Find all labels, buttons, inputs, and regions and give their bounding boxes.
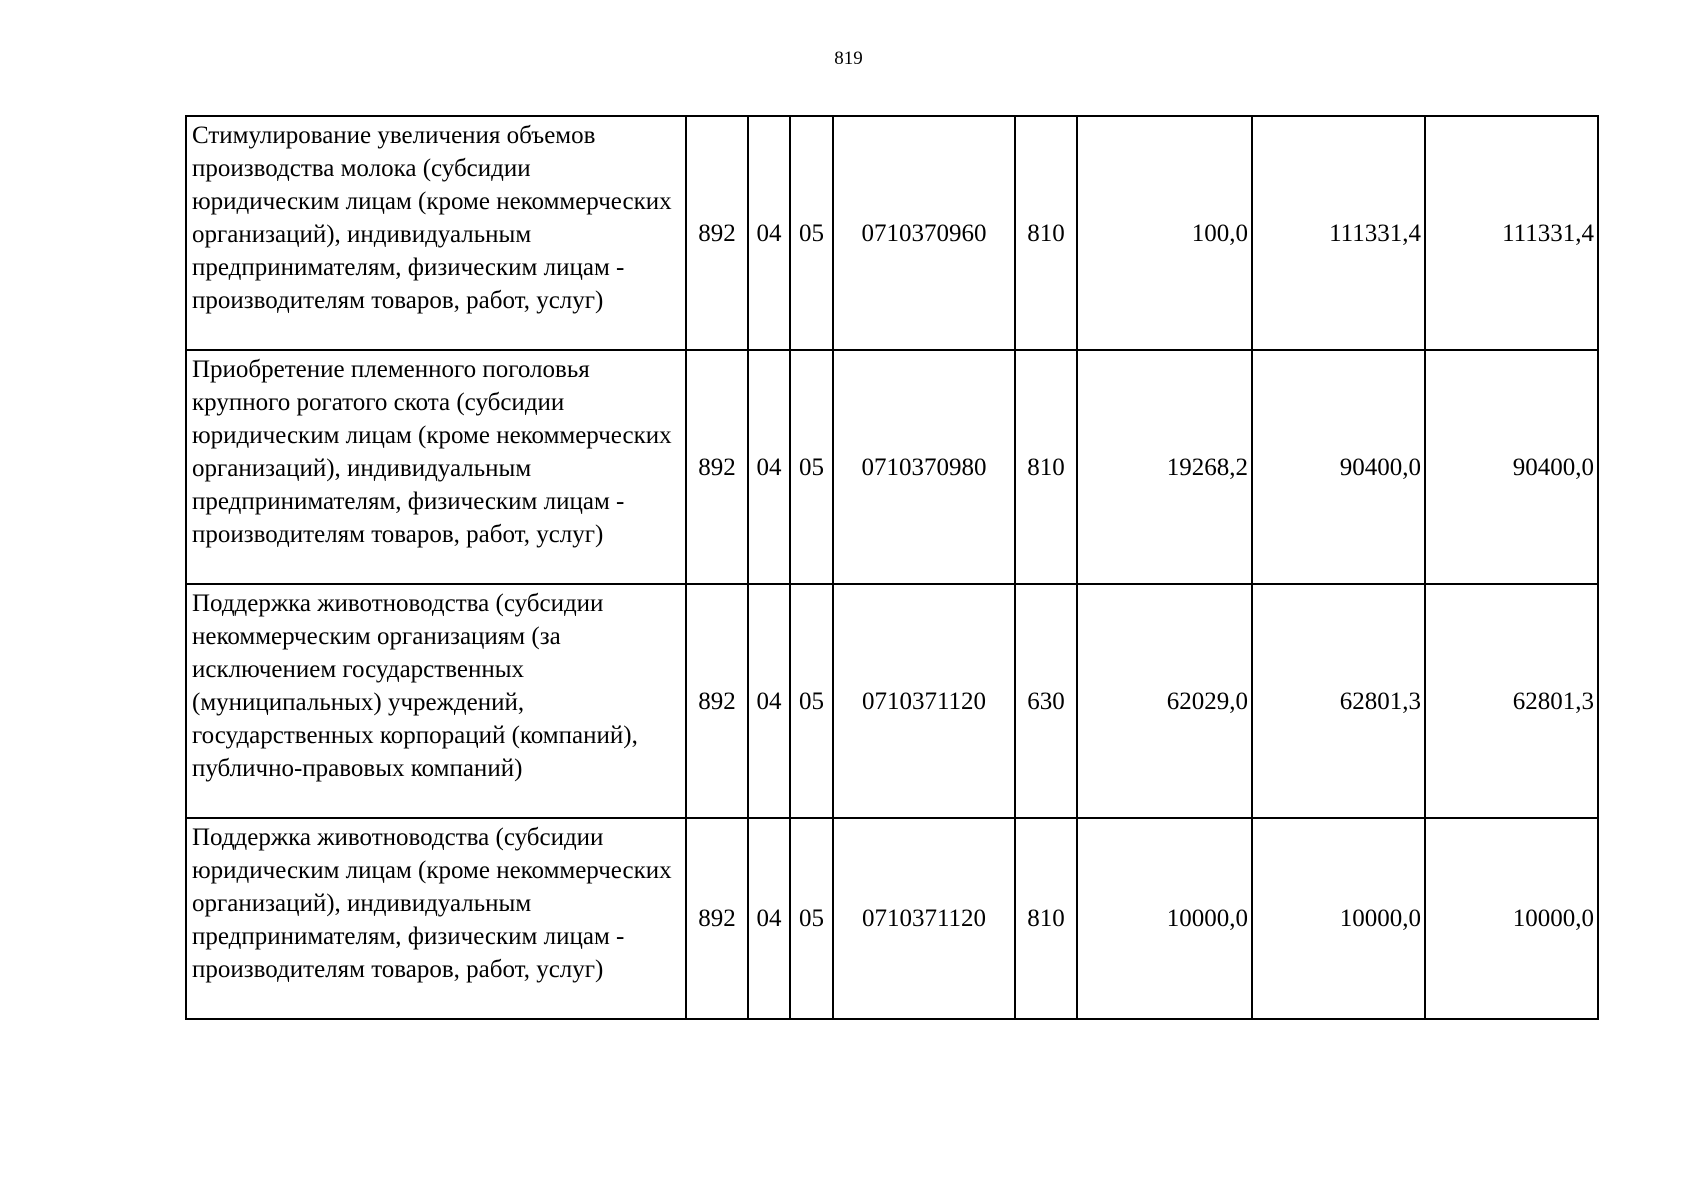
department-code-cell: 892 — [686, 818, 748, 1019]
department-code-cell: 892 — [686, 584, 748, 818]
table-body — [186, 116, 1598, 1019]
amount-year-3-cell: 62801,3 — [1425, 584, 1598, 818]
expense-name-cell: Поддержка животноводства (субсидии некоммерческим организациям (за исключением государственных (муниципальных) учреждений, государственных корпораций (компаний), публично-правовых компаний) — [186, 584, 686, 818]
amount-year-2-cell: 10000,0 — [1252, 818, 1425, 1019]
amount-year-3-cell: 90400,0 — [1425, 350, 1598, 584]
amount-year-2-cell: 90400,0 — [1252, 350, 1425, 584]
table-row — [186, 818, 1598, 1019]
target-article-code-cell: 0710371120 — [833, 584, 1015, 818]
expense-type-code-cell: 630 — [1015, 584, 1077, 818]
amount-year-1-cell: 19268,2 — [1077, 350, 1252, 584]
subsection-code-cell: 05 — [790, 584, 833, 818]
section-code-cell: 04 — [748, 818, 790, 1019]
expense-name-cell: Стимулирование увеличения объемов производства молока (субсидии юридическим лицам (кроме некоммерческих организаций), индивидуальным предпринимателям, физическим лицам - производителям товаров, работ, услуг) — [186, 116, 686, 350]
expense-type-code-cell: 810 — [1015, 350, 1077, 584]
expense-type-code-cell: 810 — [1015, 116, 1077, 350]
subsection-code-cell: 05 — [790, 350, 833, 584]
subsection-code-cell: 05 — [790, 818, 833, 1019]
page-number: 819 — [834, 48, 863, 69]
section-code-cell: 04 — [748, 584, 790, 818]
amount-year-1-cell: 62029,0 — [1077, 584, 1252, 818]
amount-year-1-cell: 100,0 — [1077, 116, 1252, 350]
amount-year-3-cell: 10000,0 — [1425, 818, 1598, 1019]
amount-year-2-cell: 111331,4 — [1252, 116, 1425, 350]
amount-year-3-cell: 111331,4 — [1425, 116, 1598, 350]
expense-name-cell: Поддержка животноводства (субсидии юридическим лицам (кроме некоммерческих организаций), индивидуальным предпринимателям, физическим лицам - производителям товаров, работ, услуг) — [186, 818, 686, 1019]
table-row — [186, 116, 1598, 350]
amount-year-2-cell: 62801,3 — [1252, 584, 1425, 818]
target-article-code-cell: 0710370980 — [833, 350, 1015, 584]
target-article-code-cell: 0710371120 — [833, 818, 1015, 1019]
target-article-code-cell: 0710370960 — [833, 116, 1015, 350]
expense-name-cell: Приобретение племенного поголовья крупного рогатого скота (субсидии юридическим лицам (кроме некоммерческих организаций), индивидуальным предпринимателям, физическим лицам - производителям товаров, работ, услуг) — [186, 350, 686, 584]
section-code-cell: 04 — [748, 350, 790, 584]
section-code-cell: 04 — [748, 116, 790, 350]
department-code-cell: 892 — [686, 116, 748, 350]
table-row — [186, 584, 1598, 818]
amount-year-1-cell: 10000,0 — [1077, 818, 1252, 1019]
subsection-code-cell: 05 — [790, 116, 833, 350]
expense-type-code-cell: 810 — [1015, 818, 1077, 1019]
department-code-cell: 892 — [686, 350, 748, 584]
budget-table — [185, 115, 1599, 1020]
table-row — [186, 350, 1598, 584]
